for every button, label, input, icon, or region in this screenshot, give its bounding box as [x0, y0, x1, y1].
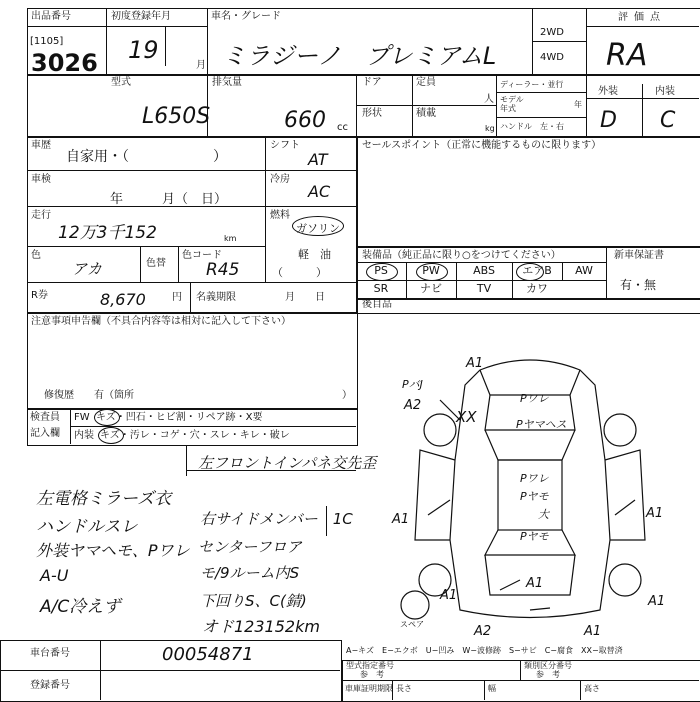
- repair-history-close: ）: [342, 390, 352, 401]
- capacity-unit: 人: [484, 94, 494, 105]
- damage-legend: A−キズ E−エクボ U−凹み W−波修跡 S−サビ C−腐食 XX−取替済: [346, 646, 623, 655]
- length-label: 長さ: [396, 684, 412, 693]
- note-line-8: センターフロア: [198, 538, 302, 556]
- equip-navi: ナビ: [420, 282, 442, 295]
- diagram-mark-a1-top: A1: [466, 356, 484, 371]
- equip-airbag-circle: [516, 263, 544, 281]
- recycle-value: 8,670: [100, 290, 146, 309]
- interior-tag: 内装: [74, 430, 94, 441]
- ac-value: AC: [308, 182, 331, 201]
- inspection-value: 年 月（ 日）: [110, 192, 228, 207]
- mileage-unit: km: [224, 234, 237, 243]
- diagram-mark-a1-corner: A1: [584, 624, 602, 639]
- registration-number-label: 登録番号: [30, 680, 70, 691]
- fuel-gasoline: ガソリン: [296, 222, 340, 235]
- year-unit: 年: [574, 100, 582, 109]
- recycle-unit: 円: [172, 292, 182, 303]
- diagram-mark-a1-bottom: A1: [526, 576, 544, 591]
- displacement-label: 排気量: [212, 77, 242, 88]
- dealer-label: ディーラー・並行: [500, 80, 564, 89]
- interior-grade: C: [660, 108, 676, 133]
- shape-label: 形状: [362, 108, 382, 119]
- equipment-label: 装備品（純正品に限り○をつけてください）: [362, 250, 561, 261]
- note-line-6: A/C冷えず: [40, 597, 121, 617]
- handle-label: ハンドル 左・右: [500, 122, 564, 131]
- load-unit: kg: [485, 124, 495, 133]
- exterior-label: 外装: [598, 86, 618, 97]
- color-label: 色: [31, 250, 41, 261]
- exterior-tag: FW: [74, 412, 90, 423]
- chassis-value: 00054871: [162, 644, 254, 665]
- name-grade: ミラジーノ プレミアムL: [222, 42, 497, 70]
- lot-number: 3026: [31, 49, 98, 77]
- drive-2wd: 2WD: [540, 27, 564, 38]
- drive-4wd: 4WD: [540, 52, 564, 63]
- equip-sr: SR: [373, 282, 389, 295]
- inspector-label: 検査員: [30, 412, 60, 423]
- usage-value: 自家用・（ ）: [66, 149, 227, 165]
- first-registration-year: 19: [128, 36, 159, 64]
- type-designation-ref: 参 考: [360, 670, 384, 679]
- shift-label: シフト: [270, 140, 300, 151]
- score-value: RA: [606, 38, 648, 73]
- sales-point-box: [356, 136, 700, 248]
- diagram-mark-a2-bottom: A2: [474, 624, 492, 639]
- month-unit: 月: [196, 60, 206, 71]
- interior-scratch-circle: [98, 427, 124, 444]
- diagram-mark-pware-1: Pワレ: [520, 392, 549, 405]
- diagram-mark-a1-left: A1: [392, 512, 410, 527]
- interior-label: 内装: [655, 86, 675, 97]
- height-label: 高さ: [584, 684, 600, 693]
- fuel-label: 燃料: [270, 210, 290, 221]
- load-label: 積載: [416, 108, 436, 119]
- recycle-label: R券: [31, 290, 48, 301]
- diagram-mark-pyamo-2: Pヤモ: [520, 530, 549, 543]
- color-value: アカ: [72, 260, 102, 278]
- first-registration-label: 初度登録年月: [111, 11, 171, 22]
- lot-number-label: 出品番号: [31, 11, 71, 22]
- class-ref: 参 考: [536, 670, 560, 679]
- equip-pw-circle: [416, 263, 448, 281]
- warranty-label: 新車保証書: [614, 250, 664, 261]
- color-code-label: 色コード: [182, 250, 222, 261]
- capacity-label: 定員: [416, 77, 436, 88]
- color-change-label: 色替: [146, 258, 166, 269]
- name-grade-label: 車名・グレード: [211, 11, 281, 22]
- note-divider-v: [186, 446, 187, 476]
- fuel-other: （ ）: [272, 266, 327, 279]
- registration-label: 名義期限: [196, 292, 236, 303]
- equip-pw: PW: [422, 264, 440, 277]
- type-designation-label: 型式指定番号: [346, 661, 394, 670]
- sales-point-label: セールスポイント（正常に機能するものに限ります）: [362, 140, 602, 151]
- note-line-5: A-U: [40, 566, 69, 585]
- note-line-2: 左電格ミラーズ衣: [36, 489, 172, 509]
- footer-right: [342, 660, 700, 702]
- model-year-label: モデル 年式: [500, 95, 524, 113]
- diagram-mark-a2-left: A2: [404, 398, 422, 413]
- color-code-value: R45: [206, 260, 240, 280]
- equip-tv: TV: [476, 282, 492, 295]
- equip-abs: ABS: [473, 264, 495, 277]
- exterior-grade: D: [600, 108, 617, 133]
- lot-code: [1105]: [30, 36, 64, 47]
- chassis-label: 車台番号: [30, 648, 70, 659]
- diagram-mark-pware-2: Pワレ: [520, 472, 549, 485]
- fuel-diesel: 軽 油: [298, 248, 331, 261]
- registration-value: 月 日: [285, 292, 325, 303]
- score-label: 評価点: [618, 12, 666, 23]
- repair-history-label: 修復歴 有（箇所: [44, 390, 134, 401]
- equip-ps: PS: [374, 264, 388, 277]
- mileage-label: 走行: [31, 210, 51, 221]
- shift-value: AT: [308, 150, 328, 169]
- model-value: L650S: [142, 104, 211, 129]
- equip-airbag: エアB: [522, 264, 552, 277]
- exterior-items: キズ・凹石・ヒビ割・リペア跡・X要: [96, 412, 263, 423]
- usage-label: 車歴: [31, 140, 51, 151]
- note-line-1: 左フロントインパネ交先歪: [198, 454, 377, 472]
- door-label: ドア: [362, 77, 382, 88]
- equip-leather: カワ: [526, 282, 548, 295]
- note-line-11: オド123152km: [202, 617, 320, 636]
- rear-seat-box: [356, 298, 700, 314]
- diagram-mark-a1-lower-right: A1: [648, 594, 666, 609]
- width-label: 幅: [488, 684, 496, 693]
- notes-label: 注意事項申告欄（不具合内容等は相対に記入して下さい）: [31, 316, 291, 327]
- displacement-value: 660: [284, 108, 326, 133]
- note-line-10: 下回りS、C(錆): [200, 592, 307, 610]
- equip-ps-circle: [366, 263, 398, 281]
- equip-aw: AW: [575, 264, 593, 277]
- diagram-mark-pyamaesu: Pヤマヘス: [516, 418, 567, 431]
- mileage-value: 12万3千152: [58, 223, 157, 243]
- model-label: 型式: [111, 77, 131, 88]
- note-line-3: ハンドルスレ: [36, 517, 138, 537]
- fuel-gasoline-circle: [292, 216, 344, 236]
- spare-label: スペア: [400, 620, 424, 629]
- ac-label: 冷房: [270, 174, 290, 185]
- interior-items: キズ・汚レ・コゲ・穴・スレ・キレ・破レ: [100, 430, 290, 441]
- inspection-label: 車検: [31, 174, 51, 185]
- displacement-unit: cc: [337, 122, 348, 133]
- garage-cert-label: 車庫証明期限: [345, 684, 393, 693]
- note-divider: [186, 470, 356, 471]
- exterior-scratch-circle: [94, 409, 120, 426]
- note-bracket: [326, 506, 327, 536]
- note-line-4: 外装ヤマヘモ、Pワレ: [36, 541, 190, 560]
- class-label: 類別区分番号: [524, 661, 572, 670]
- diagram-mark-pyamo-1: Pヤモ: [520, 490, 549, 503]
- diagram-mark-pbj: PバJ: [402, 378, 423, 391]
- diagram-mark-dai: 大: [538, 508, 549, 521]
- note-line-9: モ/9ルーム内S: [200, 564, 300, 582]
- diagram-mark-xx: XX: [456, 408, 477, 426]
- warranty-value: 有・無: [620, 278, 657, 292]
- entry-label: 記入欄: [30, 428, 60, 439]
- diagram-mark-a1-right: A1: [646, 506, 664, 521]
- note-line-7: 右サイドメンバー 1C: [200, 510, 353, 528]
- diagram-mark-a1-lower-left: A1: [440, 588, 458, 603]
- rear-seat-label: 後目品: [362, 299, 392, 310]
